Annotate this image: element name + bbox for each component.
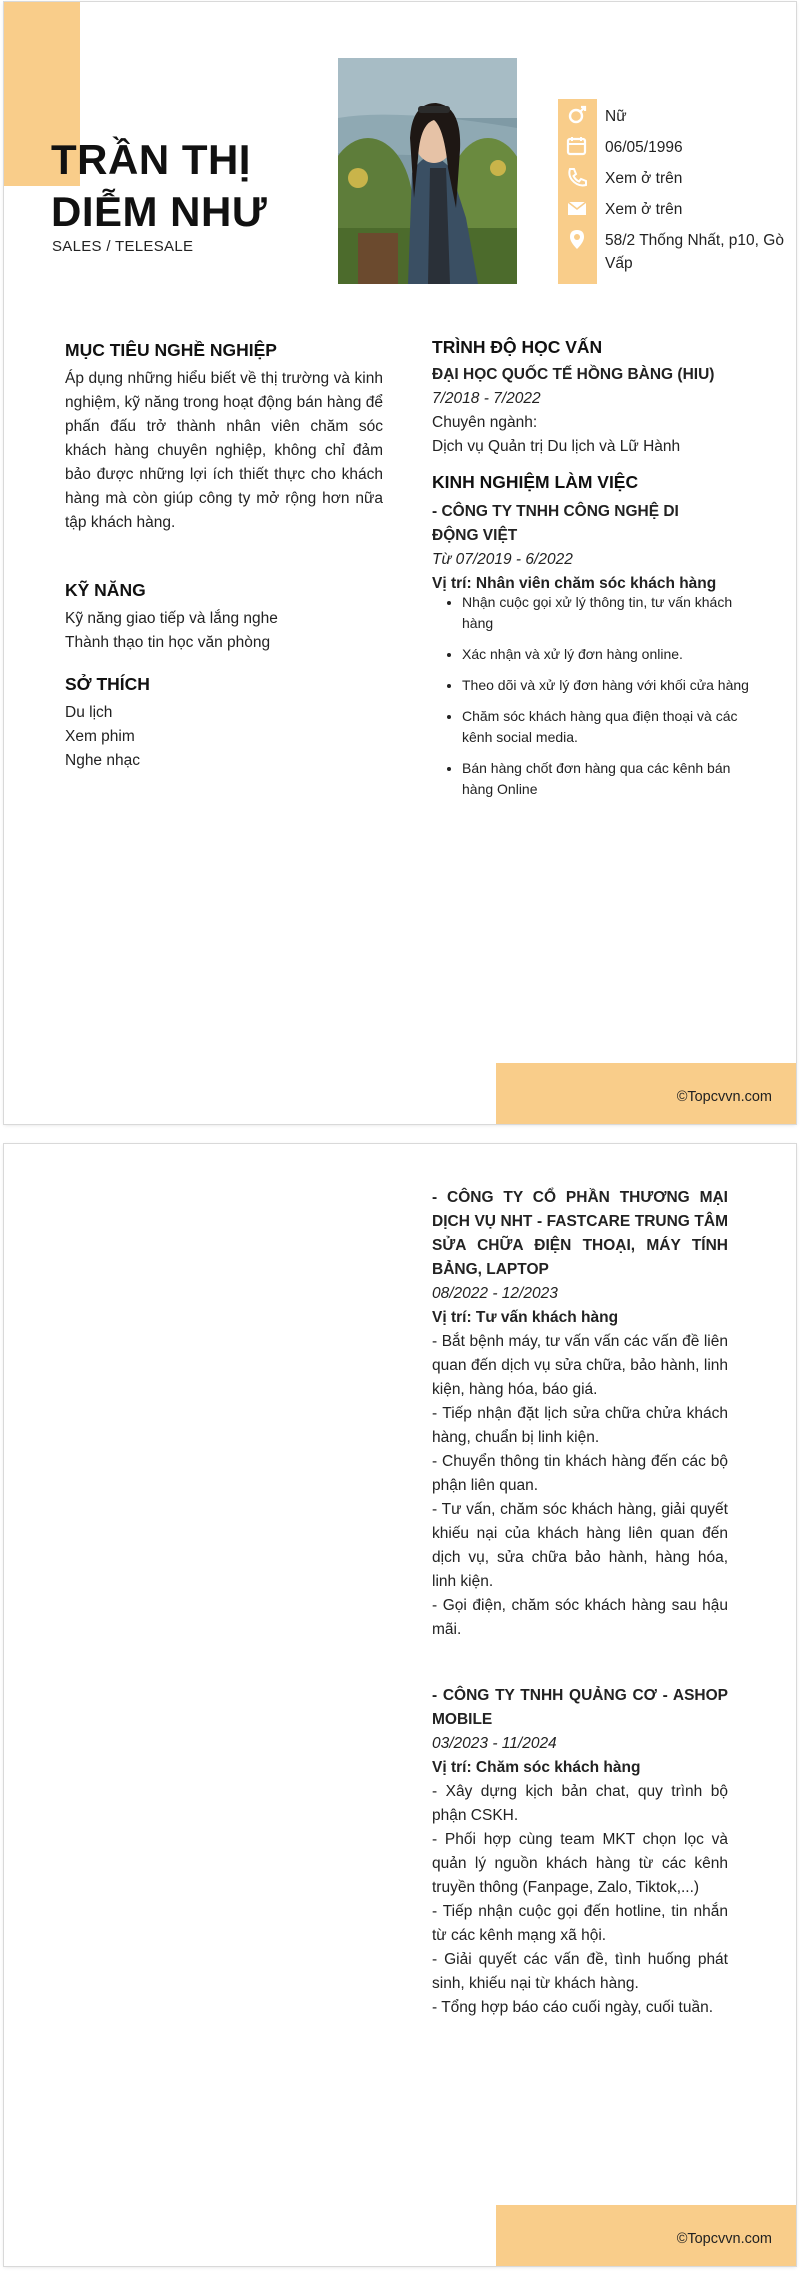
job-position: Vị trí: Nhân viên chăm sóc khách hàng <box>432 575 717 592</box>
candidate-name <box>51 134 267 238</box>
contact-email <box>558 193 796 223</box>
footer-text: ©Topcvvn.com <box>676 1089 772 1105</box>
gender-text: Nữ <box>605 108 627 125</box>
duty-item: • Chăm sóc khách hàng qua điện thoại và các kênh social media. <box>462 706 762 748</box>
job-duties-list <box>432 592 762 810</box>
job-company: - CÔNG TY TNHH CÔNG NGHỆ DI ĐỘNG VIỆT <box>432 503 679 544</box>
experience-title: KINH NGHIỆM LÀM VIỆC <box>432 472 639 492</box>
contact-phone <box>558 162 796 192</box>
objective-text: Áp dụng những hiểu biết về thị trường và kinh nghiệm, kỹ năng trong hoạt động bán hàng để phấn đấu trở thành nhân viên chăm sóc khách hàng chuyên nghiệp, không chỉ đảm bảo được những lợi ích thiết thực cho khách hàng mà còn giúp công ty mở rộng hơn nữa tập khách hàng. <box>65 370 383 531</box>
major-name: Dịch vụ Quản trị Du lịch và Lữ Hành <box>432 438 681 455</box>
name-line-1: TRẦN THỊ <box>51 136 251 183</box>
address-text: 58/2 Thống Nhất, p10, Gò Vấp <box>605 232 784 272</box>
job-period: Từ 07/2019 - 6/2022 <box>432 551 573 568</box>
profile-photo-image <box>338 58 517 284</box>
phone-icon <box>566 166 588 188</box>
duty-item: - Tư vấn, chăm sóc khách hàng, giải quyết khiếu nại của khách hàng liên quan đến dịch vụ, sửa chữa bảo hành, hàng hóa, linh kiện. <box>432 1501 728 1590</box>
hobbies-title: SỞ THÍCH <box>65 674 150 694</box>
gender-icon <box>566 104 588 126</box>
duty-item: • Nhận cuộc gọi xử lý thông tin, tư vấn khách hàng <box>462 592 762 634</box>
contact-gender <box>558 100 796 130</box>
duty-item: • Theo dõi và xử lý đơn hàng với khối cửa hàng <box>462 675 762 696</box>
education-title: TRÌNH ĐỘ HỌC VẤN <box>432 337 603 357</box>
major-label: Chuyên ngành: <box>432 414 538 431</box>
job-period: 03/2023 - 11/2024 <box>432 1735 557 1752</box>
hobby-item: Xem phim <box>65 728 135 745</box>
duty-item: - Tổng hợp báo cáo cuối ngày, cuối tuần. <box>432 1999 714 2016</box>
birthdate-text: 06/05/1996 <box>605 139 683 156</box>
duty-item: • Bán hàng chốt đơn hàng qua các kênh bán hàng Online <box>462 758 762 800</box>
skill-item: Thành thạo tin học văn phòng <box>65 634 271 651</box>
name-line-2: DIỄM NHƯ <box>51 188 268 235</box>
duty-item: - Giải quyết các vấn đề, tình huống phát sinh, khiếu nại từ khách hàng. <box>432 1951 728 1992</box>
resume-page-1 <box>4 2 796 1124</box>
phone-text: Xem ở trên <box>605 170 683 187</box>
email-icon <box>566 197 588 219</box>
duty-item: - Gọi điện, chăm sóc khách hàng sau hậu mãi. <box>432 1597 728 1638</box>
job-period: 08/2022 - 12/2023 <box>432 1285 558 1302</box>
profile-photo <box>338 58 517 284</box>
hobby-item: Nghe nhạc <box>65 752 140 769</box>
job-position: Vị trí: Tư vấn khách hàng <box>432 1309 619 1326</box>
resume-page-2 <box>4 1144 796 2266</box>
footer-text: ©Topcvvn.com <box>676 2231 772 2247</box>
duty-item: - Bắt bệnh máy, tư vấn vấn các vấn đề liên quan đến dịch vụ sửa chữa, bảo hành, linh kiện, hàng hóa, báo giá. <box>432 1333 728 1398</box>
education-period: 7/2018 - 7/2022 <box>432 390 541 407</box>
calendar-icon <box>566 135 588 157</box>
email-text: Xem ở trên <box>605 201 683 218</box>
contact-birthdate <box>558 131 796 161</box>
job-position: Vị trí: Chăm sóc khách hàng <box>432 1759 641 1776</box>
job-company: - CÔNG TY TNHH QUẢNG CƠ - ASHOP MOBILE <box>432 1687 728 1728</box>
duty-item: - Tiếp nhận đặt lịch sửa chữa chửa khách hàng, chuẩn bị linh kiện. <box>432 1405 728 1446</box>
skill-item: Kỹ năng giao tiếp và lắng nghe <box>65 610 278 627</box>
job-title: SALES / TELESALE <box>52 238 194 255</box>
hobby-item: Du lịch <box>65 704 113 721</box>
duty-item: • Xác nhận và xử lý đơn hàng online. <box>462 644 762 665</box>
duty-item: - Phối hợp cùng team MKT chọn lọc và quản lý nguồn khách hàng từ các kênh truyền thông (Fanpage, Zalo, Tiktok,...) <box>432 1831 728 1896</box>
duty-item: - Chuyển thông tin khách hàng đến các bộ phận liên quan. <box>432 1453 728 1494</box>
contact-address <box>558 224 796 274</box>
duty-item: - Xây dựng kịch bản chat, quy trình bộ phận CSKH. <box>432 1783 728 1824</box>
school-name: ĐẠI HỌC QUỐC TẾ HỒNG BÀNG (HIU) <box>432 366 715 383</box>
job-company: - CÔNG TY CỔ PHẦN THƯƠNG MẠI DỊCH VỤ NHT - FASTCARE TRUNG TÂM SỬA CHỮA ĐIỆN THOẠI, MÁY TÍNH BẢNG, LAPTOP <box>432 1189 728 1278</box>
duty-item: - Tiếp nhận cuộc gọi đến hotline, tin nhắn từ các kênh mạng xã hội. <box>432 1903 728 1944</box>
location-pin-icon <box>566 228 588 250</box>
objective-title: MỤC TIÊU NGHỀ NGHIỆP <box>65 340 277 360</box>
skills-title: KỸ NĂNG <box>65 580 146 600</box>
